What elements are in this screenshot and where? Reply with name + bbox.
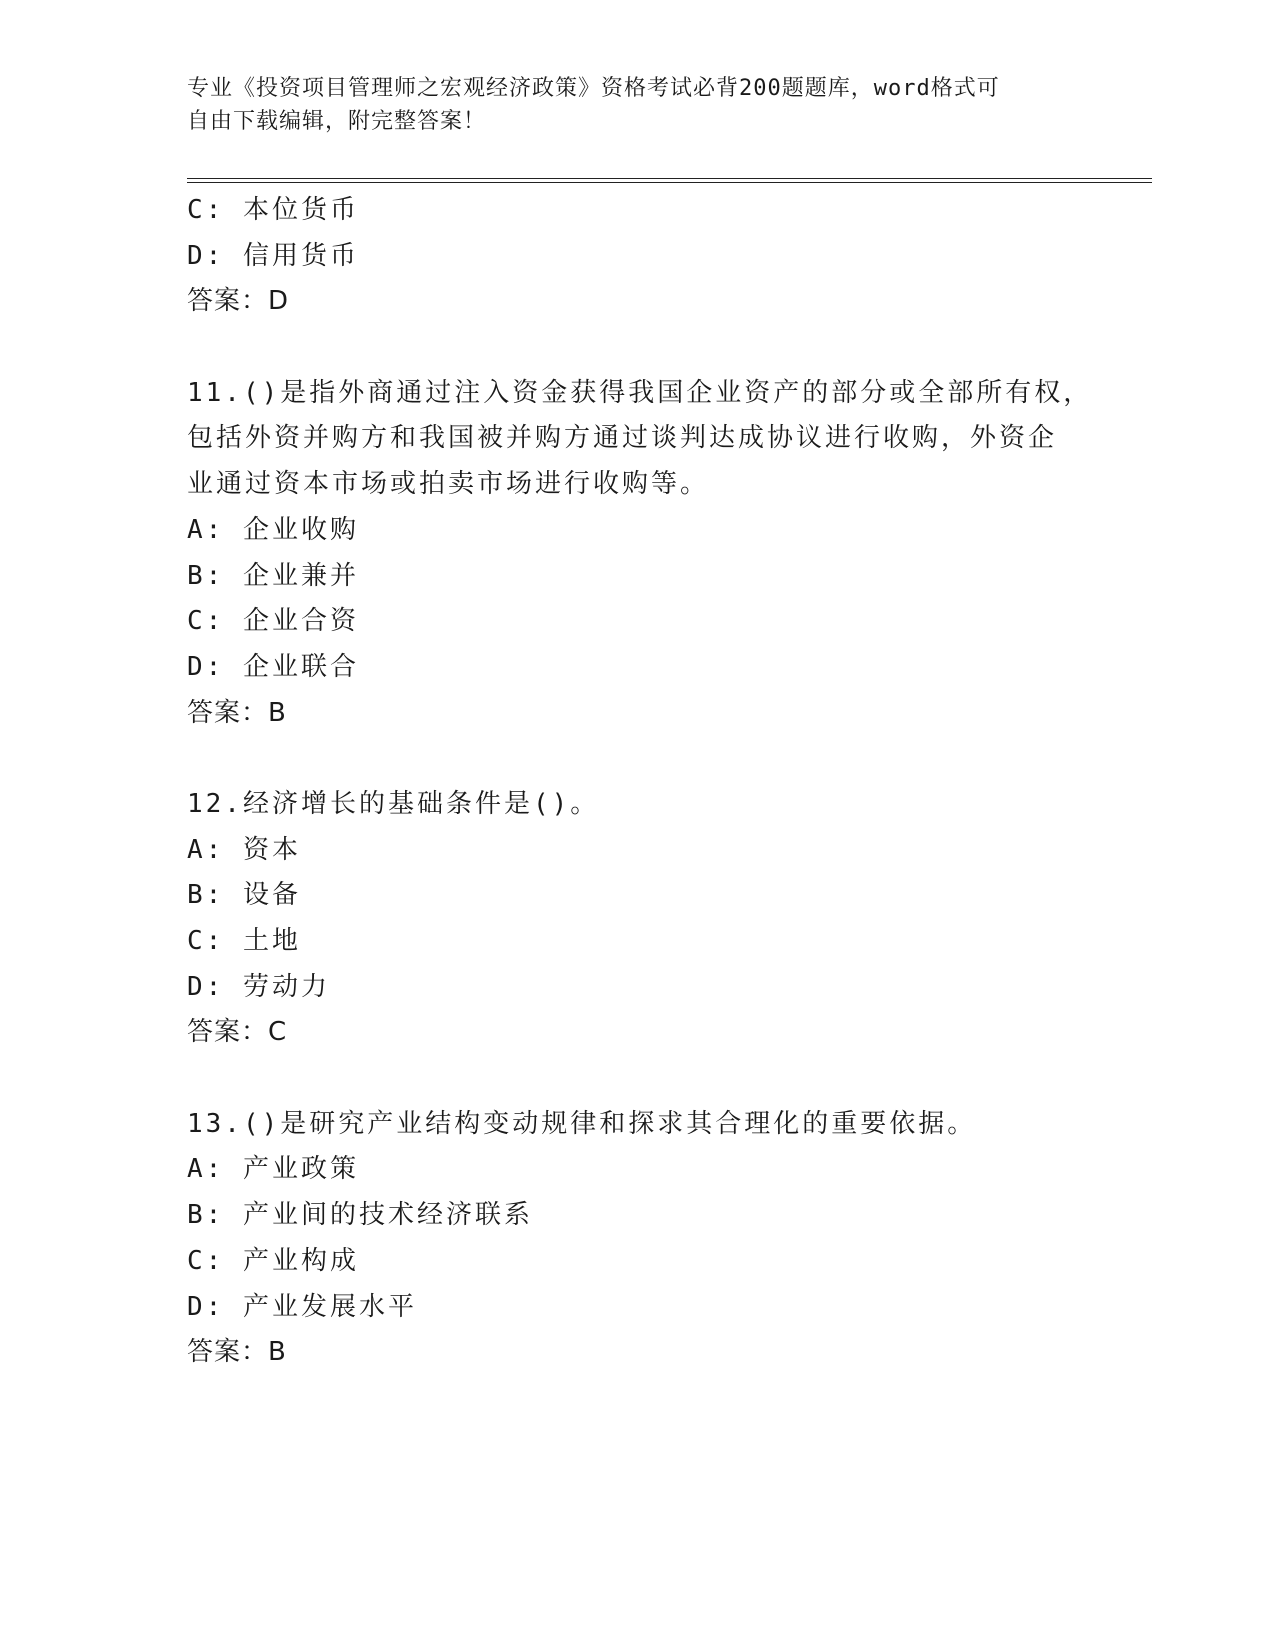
spacer: [187, 736, 1087, 782]
question-text: 业通过资本市场或拍卖市场进行收购等。: [187, 469, 710, 500]
answer-line: 答案：C: [187, 1017, 288, 1048]
document-body: [187, 188, 1093, 1376]
question-block-11: [187, 371, 1093, 737]
header-divider: [187, 178, 1152, 183]
option-c: C: 土地: [187, 926, 301, 956]
option-c: C: 产业构成: [187, 1245, 359, 1276]
spacer: [187, 325, 1087, 371]
document-header: [187, 72, 1067, 138]
option-a: A: 企业收购: [187, 514, 359, 545]
header-line-1: 专业《投资项目管理师之宏观经济政策》资格考试必背200题题库，word格式可: [187, 76, 1000, 101]
question-text: 12.经济增长的基础条件是()。: [187, 788, 600, 819]
question-text: 13.()是研究产业结构变动规律和探求其合理化的重要依据。: [187, 1108, 977, 1139]
question-block-prev: [187, 188, 1087, 325]
question-block-12: [187, 782, 1087, 1056]
option-a: A: 产业政策: [187, 1154, 359, 1185]
question-text: 包括外资并购方和我国被并购方通过谈判达成协议进行收购，外资企: [187, 423, 1058, 454]
question-block-13: [187, 1102, 1087, 1376]
option-d: D: 信用货币: [187, 240, 359, 271]
option-d: D: 企业联合: [187, 651, 359, 682]
option-c: C: 企业合资: [187, 606, 359, 637]
question-text: 11.()是指外商通过注入资金获得我国企业资产的部分或全部所有权，: [187, 377, 1093, 408]
spacer: [187, 1056, 1087, 1102]
option-a: A: 资本: [187, 834, 301, 865]
answer-line: 答案：B: [187, 1337, 287, 1368]
option-b: B: 设备: [187, 880, 301, 911]
option-d: D: 劳动力: [187, 971, 330, 1002]
option-b: B: 产业间的技术经济联系: [187, 1200, 533, 1231]
answer-line: 答案：D: [187, 286, 290, 317]
header-line-2: 自由下载编辑，附完整答案！: [187, 109, 487, 134]
option-d: D: 产业发展水平: [187, 1291, 417, 1322]
option-b: B: 企业兼并: [187, 560, 359, 591]
option-c: C: 本位货币: [187, 195, 359, 225]
answer-line: 答案：B: [187, 697, 287, 728]
